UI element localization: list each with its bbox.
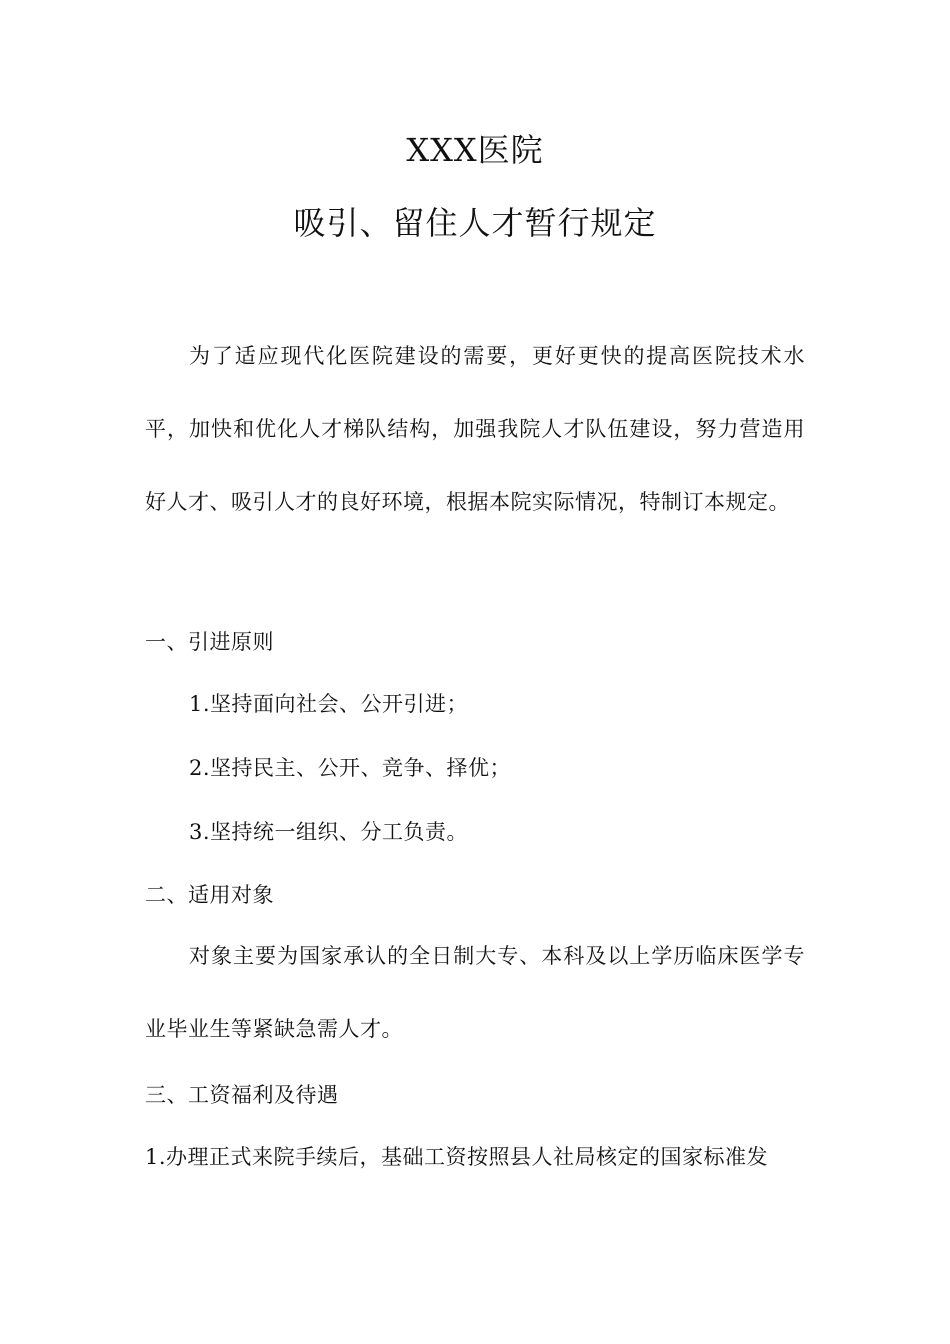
section-heading-principles: 一、引进原则: [145, 630, 274, 654]
salary-item-1-line: 1.办理正式来院手续后，基础工资按照县人社局核定的国家标准发: [145, 1145, 769, 1169]
section-heading-salary: 三、工资福利及待遇: [145, 1083, 339, 1107]
intro-paragraph: 为了适应现代化医院建设的需要，更好更快的提高医院技术水平，加快和优化人才梯队结构，加强我院人才队伍建设，努力营造用好人才、吸引人才的良好环境，根据本院实际情况，特制订本规定。: [145, 344, 805, 514]
document-title-hospital: XXX医院: [406, 131, 544, 169]
principle-item-2: 2.坚持民主、公开、竞争、择优；: [189, 756, 512, 780]
document-title-regulation: 吸引、留住人才暂行规定: [293, 204, 657, 242]
principle-item-3: 3.坚持统一组织、分工负责。: [189, 820, 469, 844]
principle-item-1: 1.坚持面向社会、公开引进；: [189, 692, 469, 716]
section-heading-scope: 二、适用对象: [145, 883, 274, 907]
scope-paragraph: 对象主要为国家承认的全日制大专、本科及以上学历临床医学专业毕业生等紧缺急需人才。: [145, 944, 805, 1041]
